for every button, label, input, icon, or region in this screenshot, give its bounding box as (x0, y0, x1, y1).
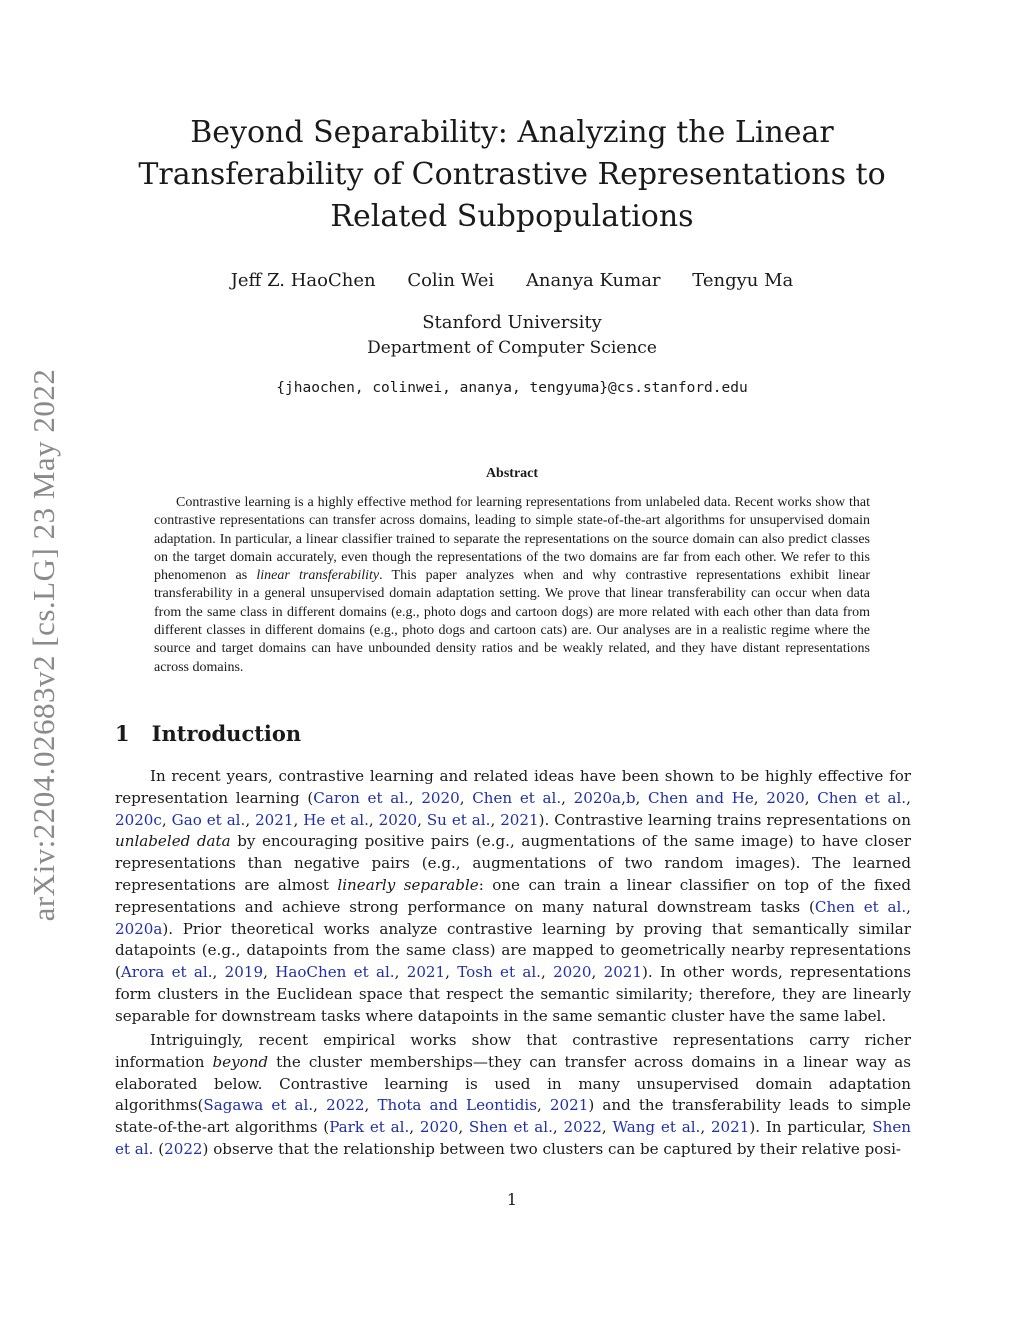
text-run: , (409, 1118, 420, 1137)
citation-link[interactable]: 2019 (224, 963, 264, 982)
emphasis-text: linear transferability (256, 568, 380, 584)
citation-link[interactable]: 2020 (766, 788, 805, 807)
text-run: In recent years, contrastive learning and related ideas have been shown to be highly effective for representation learning ( (115, 767, 911, 807)
citation-link[interactable]: Chen et al. (472, 788, 562, 807)
section-heading (115, 721, 301, 746)
citation-link[interactable]: 2022 (563, 1118, 602, 1137)
citation-link[interactable]: 2020 (553, 963, 592, 982)
text-run: , (635, 788, 649, 807)
text-run: , (408, 788, 422, 807)
text-run: , (906, 788, 911, 807)
citation-link[interactable]: 2020 (421, 788, 460, 807)
citation-link[interactable]: Tosh et al. (457, 963, 541, 982)
page-number: 1 (506, 1190, 518, 1209)
text-run: , (263, 963, 276, 982)
citation-link[interactable]: Chen et al. (814, 897, 907, 916)
citation-link[interactable]: Caron et al. (313, 788, 409, 807)
citation-link[interactable]: HaoChen et al. (275, 963, 395, 982)
citation-link[interactable]: Wang et al. (612, 1118, 701, 1137)
arxiv-identifier-text: arXiv:2204.02683v2 [cs.LG] 23 May 2022 (26, 368, 61, 922)
citation-link[interactable]: 2021 (500, 810, 539, 829)
text-run: , (459, 788, 473, 807)
text-run: , (591, 963, 604, 982)
citation-link[interactable]: 2022 (164, 1139, 203, 1158)
citation-link[interactable]: Su et al. (426, 810, 491, 829)
author-name: Jeff Z. HaoChen (230, 270, 376, 291)
abstract-body (154, 494, 870, 677)
section-title: Introduction (151, 721, 302, 746)
section-number: 1 (115, 721, 130, 746)
citation-link[interactable]: Chen et al. (817, 788, 907, 807)
text-run: . This paper analyzes when and why contrastive representations exhibit linear transferability in a general unsupervised domain adaptation setting. We prove that linear transferability can occur when data from the same class in different domains (e.g., photo dogs and cartoon dogs) are more related with each other than data from different classes in different domains (e.g., photo dogs and cartoon cats) are. Our analyses are in a realistic regime where the source and target domains can have unbounded density ratios and be weakly related, and they have distant representations across domains. (154, 568, 870, 675)
text-run: , (212, 963, 225, 982)
emphasis-text: linearly separable (337, 875, 479, 894)
text-run: ( (153, 1139, 165, 1158)
paper-title: Beyond Separability: Analyzing the Linear Transferability of Contrastive Representations to Related Subpopulations (138, 115, 886, 234)
citation-link[interactable]: Arora et al. (120, 963, 213, 982)
text-run: , (753, 788, 767, 807)
text-run: , (621, 788, 626, 807)
text-run: , (161, 810, 172, 829)
author-list (120, 270, 904, 291)
citation-link[interactable]: Shen et al. (115, 1118, 911, 1158)
text-run: , (445, 963, 458, 982)
citation-link[interactable]: He et al. (303, 810, 369, 829)
author-emails: {jhaochen, colinwei, ananya, tengyuma}@cs.stanford.edu (276, 380, 748, 396)
citation-link[interactable]: 2021 (406, 963, 446, 982)
text-run: the cluster memberships—they can transfer across domains in a linear way as elaborated below. Contrastive learning is used in many unsupervised domain adaptation algorithms( (115, 1052, 911, 1115)
text-run: , (394, 963, 407, 982)
citation-link[interactable]: 2021 (603, 963, 643, 982)
citation-link[interactable]: Park et al. (329, 1118, 410, 1137)
text-run: , (313, 1096, 327, 1115)
arxiv-identifier (16, 345, 72, 945)
text-run: : one can train a linear classifier on top of the fixed representations and achieve strong performance on many natural downstream tasks ( (115, 875, 911, 916)
text-run: by encouraging positive pairs (e.g., augmentations of the same image) to have closer representations than negative pairs (e.g., augmentations of two random images). The learned representations are almost (115, 832, 911, 894)
intro-paragraph-2 (115, 1030, 911, 1161)
text-run: , (601, 1118, 613, 1137)
text-run: , (700, 1118, 711, 1137)
citation-link[interactable]: Sagawa et al. (203, 1096, 314, 1115)
emphasis-text: unlabeled data (115, 832, 231, 851)
intro-paragraph-1 (115, 766, 911, 1028)
citation-link[interactable]: Gao et al. (171, 810, 246, 829)
text-run: , (536, 1096, 550, 1115)
text-run: ). Prior theoretical works analyze contrastive learning by proving that semantically similar datapoints (e.g., datapoints from the same class) are mapped to geometrically nearby representations ( (115, 919, 911, 982)
text-run: , (561, 788, 574, 807)
text-run: ). Contrastive learning trains representations on (538, 810, 911, 829)
citation-link[interactable]: 2022 (326, 1096, 365, 1115)
citation-link[interactable]: Thota and Leontidis (377, 1096, 537, 1115)
citation-link[interactable]: 2021 (255, 810, 294, 829)
author-name: Ananya Kumar (525, 270, 661, 291)
text-run: , (293, 810, 304, 829)
citation-link[interactable]: 2020 (378, 810, 418, 829)
citation-link[interactable]: 2021 (710, 1118, 750, 1137)
author-name: Colin Wei (407, 270, 495, 291)
text-run: , (906, 897, 911, 916)
citation-link[interactable]: Chen and He (648, 788, 754, 807)
affiliation-university: Stanford University (422, 312, 602, 333)
citation-link[interactable]: b (625, 788, 636, 807)
abstract-heading: Abstract (485, 466, 539, 481)
citation-link[interactable]: Shen et al. (468, 1118, 553, 1137)
text-run: , (364, 1096, 378, 1115)
text-run: , (245, 810, 256, 829)
text-run: ). In particular, (749, 1118, 873, 1137)
emphasis-text: beyond (212, 1052, 269, 1071)
text-run: ) and the transferability leads to simple state-of-the-art algorithms ( (115, 1096, 911, 1137)
citation-link[interactable]: 2021 (549, 1096, 589, 1115)
text-run: ). In other words, representations form clusters in the Euclidean space that respect the semantic similarity; therefore, they are linearly separable for downstream tasks where datapoints in the same semantic cluster have the same label. (115, 963, 911, 1025)
text-run: ) observe that the relationship between two clusters can be captured by their relative posi- (202, 1139, 902, 1158)
citation-link[interactable]: 2020 (419, 1118, 459, 1137)
citation-link[interactable]: 2020a (573, 788, 622, 807)
text-run: , (490, 810, 501, 829)
citation-link[interactable]: 2020c (115, 810, 162, 829)
text-run: , (368, 810, 379, 829)
author-name: Tengyu Ma (692, 270, 794, 291)
text-run: , (417, 810, 427, 829)
text-run: Intriguingly, recent empirical works show that contrastive representations carry richer information (115, 1031, 911, 1071)
text-run: , (804, 788, 818, 807)
text-run: , (540, 963, 554, 982)
citation-link[interactable]: 2020a (115, 919, 163, 938)
text-run: , (552, 1118, 564, 1137)
text-run: Contrastive learning is a highly effective method for learning representations from unlabeled data. Recent works show that contrastive representations can transfer across domains, leading to simple state-of-the-art algorithms for unsupervised domain adaptation. In particular, a linear classifier trained to separate the representations on the source domain can also predict classes on the target domain accurately, even though the representations of the two domains are far from each other. We refer to this phenomenon as (154, 495, 870, 584)
affiliation-department: Department of Computer Science (367, 338, 657, 358)
text-run: , (458, 1118, 469, 1137)
